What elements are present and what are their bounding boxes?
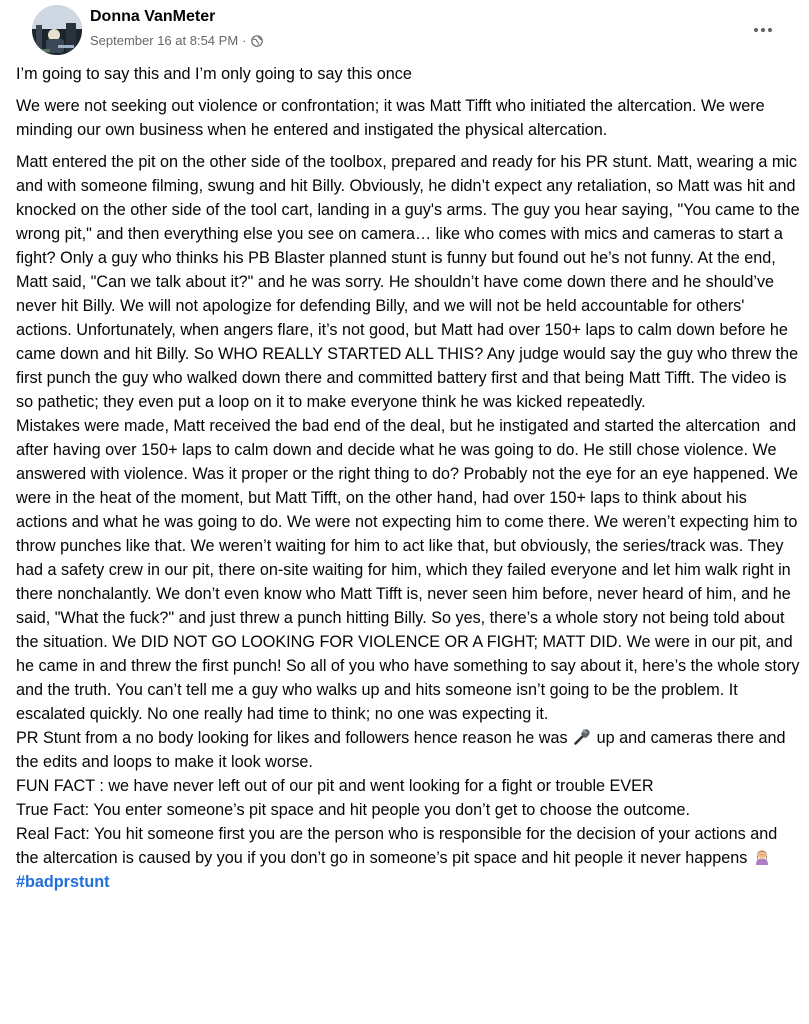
post-header (16, 0, 793, 60)
profile-photo (32, 5, 82, 55)
fun-fact-line: FUN FACT : we have never left out of our pit and went looking for a fight or trouble EVER (16, 777, 654, 795)
meta-separator: · (242, 33, 247, 48)
more-options-icon[interactable] (747, 14, 779, 46)
post-paragraph: Mistakes were made, Matt received the bad end of the deal, but he instigated and started the altercation and after having over 150+ laps to calm down and decide what he was going to do. He still chose violence. We answered with violence. Was it proper or the right thing to do? Probably not the eye for an eye happened. We were in the heat of the moment, but Matt Tifft, on the other hand, had over 150+ laps to think about his actions and what he was going to do. We were not expecting him to come there. We weren’t expecting him to throw punches like that. We weren’t waiting for him to act like that, but obviously, the series/track was. They had a safety crew in our pit, there on-site waiting for him, which they failed everyone and let him walk right in there nonchalantly. We don’t even know who Matt Tifft is, never seen him before, never heard of him, and he said, "What the fuck?" and just threw a punch hitting Billy. So yes, there’s a whole story not being told about the situation. We DID NOT GO LOOKING FOR VIOLENCE OR A FIGHT; MATT DID. We were in our pit, and he came in and threw the first punch! So all of you who have something to say about it, here’s the whole story and the truth. You can’t tell me a guy who walks up and hits someone isn’t going to be the problem. It escalated quickly. No one really had time to think; no one was expecting it. (16, 417, 804, 723)
globe-icon[interactable] (251, 35, 263, 47)
hashtag-line (16, 870, 802, 894)
woman-facepalming-emoji (753, 848, 771, 866)
real-fact-text: Real Fact: You hit someone first you are the person who is responsible for the decision of your actions and the altercation is caused by you if you don’t go in someone’s pit space and hit people it never happens (16, 825, 782, 867)
true-fact-line: True Fact: You enter someone’s pit space and hit people you don’t get to choose the outcome. (16, 801, 691, 819)
post-paragraph: We were not seeking out violence or confrontation; it was Matt Tifft who initiated the altercation. We were minding our own business when he entered and instigated the physical altercation. (16, 97, 770, 139)
post-meta (90, 33, 263, 48)
post-body (16, 62, 805, 894)
post-timestamp[interactable]: September 16 at 8:54 PM (90, 33, 239, 48)
hashtag-link[interactable]: #badprstunt (16, 873, 110, 891)
pr-stunt-text-before: PR Stunt from a no body looking for likes and followers hence reason he was (16, 729, 573, 747)
post-paragraph: I’m going to say this and I’m only going to say this once (16, 65, 412, 83)
avatar[interactable] (32, 5, 82, 55)
author-name[interactable]: Donna VanMeter (90, 8, 216, 25)
post-paragraph: Matt entered the pit on the other side of the toolbox, prepared and ready for his PR stunt. Matt, wearing a mic and with someone filming, swung and hit Billy. Obviously, he didn’t expect any retaliation, so Matt was hit and knocked on the other side of the tool cart, landing in a guy's arms. The guy you hear saying, "You came to the wrong pit," and then everything else you see on camera… like who comes with mics and cameras to start a fight? Only a guy who thinks his PB Blaster planned stunt is funny but found out he’s not funny. At the end, Matt said, "Can we talk about it?" and he was sorry. He shouldn’t have come down there and he should’ve never hit Billy. We will not apologize for defending Billy, and we will not be held accountable for others' actions. Unfortunately, when angers flare, it’s not good, but Matt had over 150+ laps to calm down before he came down and hit Billy. So WHO REALLY STARTED ALL THIS? Any judge would say the guy who threw the first punch the guy who walked down there and committed battery first and that being Matt Tifft. The video is so pathetic; they even put a loop on it to make everyone think he was kicked repeatedly. (16, 153, 805, 411)
real-fact-line (16, 822, 802, 870)
microphone-emoji (573, 728, 591, 746)
pr-stunt-text-after: up and cameras there and the edits and loops to make it look worse. (16, 729, 791, 771)
pr-stunt-line (16, 726, 802, 774)
